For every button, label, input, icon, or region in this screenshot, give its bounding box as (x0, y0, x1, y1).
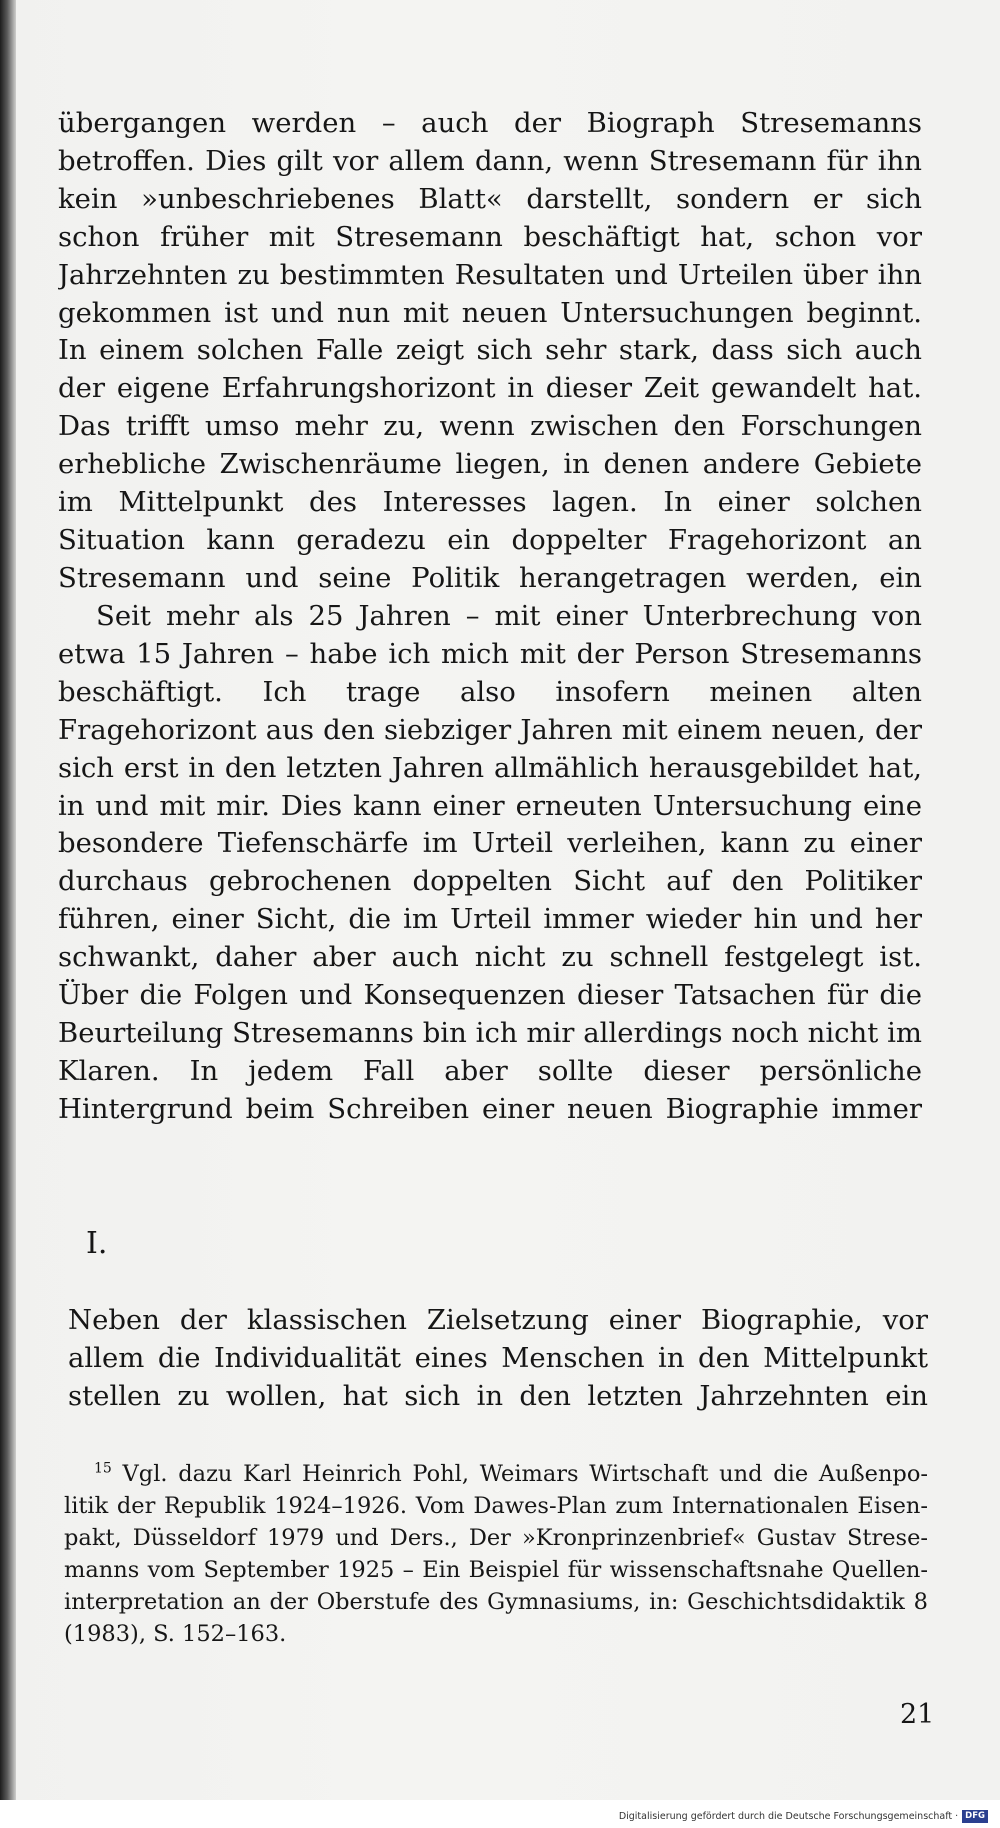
footnote-number: 15 (94, 1460, 112, 1477)
footnote (64, 1458, 928, 1650)
section-heading: I. (86, 1226, 108, 1261)
digitization-credit (619, 1810, 988, 1823)
paragraph-1: übergangen werden – auch der Biograph Stresemanns betroffen. Dies gilt vor allem dann, wenn Stresemann für ihn kein »unbeschriebenes Blatt« darstellt, sondern er sich schon früher mit Stresemann beschäftigt hat, schon vor Jahrzehnten zu bestimmten Resultaten und Urteilen über ihn gekommen ist und nun mit neuen Untersuchungen beginnt. In einem solchen Falle zeigt sich sehr stark, dass sich auch der eigene Erfahrungshorizont in dieser Zeit gewandelt hat. Das trifft umso mehr zu, wenn zwischen den Forschungen erhebliche Zwischenräume liegen, in denen andere Gebiete im Mittelpunkt des Interesses lagen. In einer solchen Situation kann geradezu ein doppelter Fragehorizont an Stresemann und seine Politik herangetragen werden, ein (58, 107, 922, 594)
page-number: 21 (900, 1699, 935, 1730)
digitization-credit-text: Digitalisierung gefördert durch die Deutsche Forschungsgemeinschaft · (618, 1811, 959, 1822)
paragraph-2-text: Seit mehr als 25 Jahren – mit einer Unterbrechung von etwa 15 Jahren – habe ich mich mit der Person Stresemanns beschäftigt. Ich trage also insofern meinen alten Fragehorizont aus den siebziger Jahren mit einem neuen, der sich erst in den letzten Jahren allmählich herausgebildet hat, in und mit mir. Dies kann einer erneuten Untersuchung eine besondere Tiefenschärfe im Urteil verleihen, kann zu einer durchaus gebrochenen doppelten Sicht auf den Politiker führen, einer Sicht, die im Urteil immer wieder hin und her schwankt, daher aber auch nicht zu schnell festgelegt ist. Über die Folgen und Konsequenzen dieser Tatsachen für die Beurteilung Stresemanns bin ich mir allerdings noch nicht im Klaren. In jedem Fall aber sollte dieser persönliche Hintergrund beim Schreiben einer neuen Biographie immer (58, 600, 922, 1125)
dfg-logo: DFG (962, 1810, 988, 1823)
paragraph-3: Neben der klassischen Zielsetzung einer Biographie, vor allem die Individualität eines Menschen in den Mittelpunkt stellen zu wollen, hat sich in den letzten Jahrzehnten ein (68, 1304, 928, 1412)
footnote-text: Vgl. dazu Karl Heinrich Pohl, Weimars Wirtschaft und die Außenpolitik der Republik 1924–1926. Vom Dawes-Plan zum Internationalen Eisenpakt, Düsseldorf 1979 und Ders., Der »Kronprinzenbrief« Gustav Stresemanns vom September 1925 – Ein Beispiel für wissenschaftsnahe Quelleninterpretation an der Oberstufe des Gymnasiums, in: Geschichtsdidaktik 8 (1983), S. 152–163. (64, 1461, 928, 1647)
paragraph-2 (58, 598, 922, 1130)
book-spine-shadow (0, 0, 16, 1800)
